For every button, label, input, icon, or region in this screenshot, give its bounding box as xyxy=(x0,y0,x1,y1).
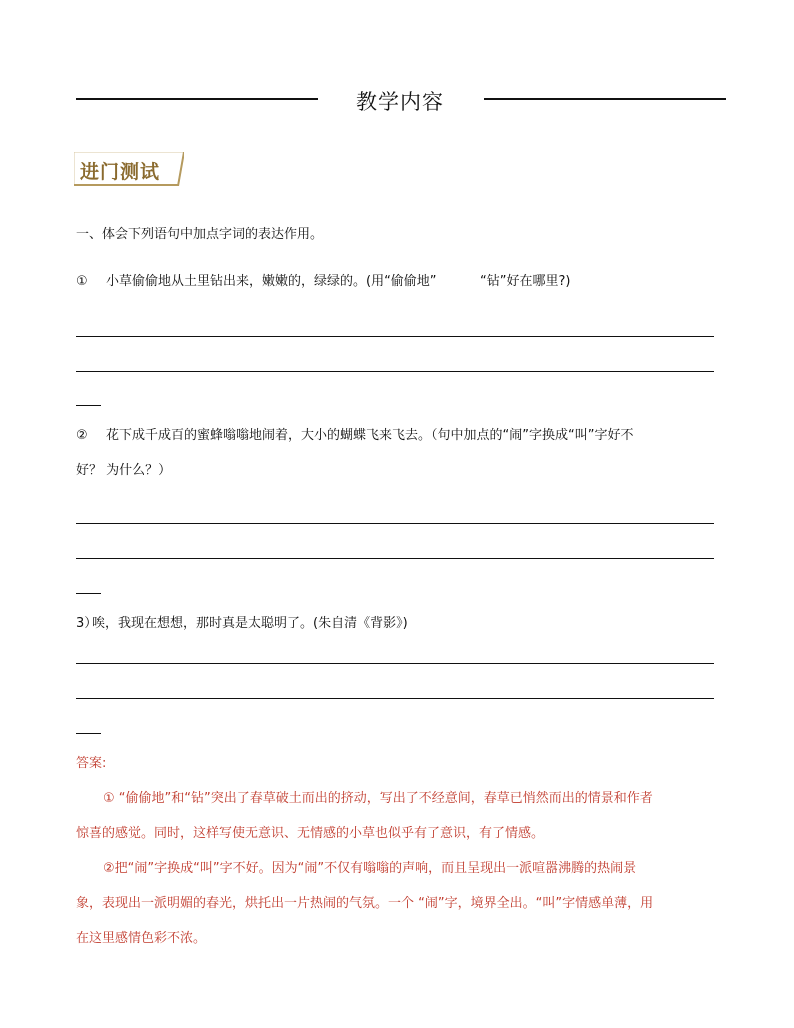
q1-answer-line-short xyxy=(76,405,101,406)
answer-1-line-1: ① “偷偷地”和“钻”突出了春草破土而出的挤动，写出了不经意间，春草已悄然而出的情景和作者 xyxy=(103,791,653,806)
q1-answer-line-2 xyxy=(76,371,714,372)
q1-text: 小草偷偷地从土里钻出来，嫩嫩的，绿绿的。(用“偷偷地” xyxy=(106,274,437,289)
q2-answer-line-2 xyxy=(76,558,714,559)
answer-2-line-3: 在这里感情色彩不浓。 xyxy=(76,931,207,946)
q2-text-line-1: 花下成千成百的蜜蜂嗡嗡地闹着，大小的蝴蝶飞来飞去。（句中加点的“闹”字换成“叫”字好不 xyxy=(106,428,634,443)
q3-answer-line-short xyxy=(76,733,101,734)
answer-1-line-2: 惊喜的感觉。同时，这样写使无意识、无情感的小草也似乎有了意识，有了情感。 xyxy=(76,826,545,841)
q3-text: 唉，我现在想想，那时真是太聪明了。(朱自清《背影》) xyxy=(92,616,408,631)
page-title: 教学内容 xyxy=(356,90,444,114)
answer-label: 答案: xyxy=(76,756,107,771)
q2-answer-line-1 xyxy=(76,523,714,524)
answer-2-line-1: ②把“闹”字换成“叫”字不好。因为“闹”不仅有嗡嗡的声响，而且呈现出一派喧嚣沸腾的热闹景 xyxy=(103,861,637,876)
q1-number: ① xyxy=(76,274,88,289)
section-badge-label: 进门测试 xyxy=(80,161,161,183)
q2-answer-line-short xyxy=(76,593,101,594)
q2-number: ② xyxy=(76,428,88,443)
q2-text-line-2: 好？ 为什么？） xyxy=(76,463,172,478)
q1-answer-line-1 xyxy=(76,336,714,337)
title-rule-right xyxy=(484,98,726,100)
answer-2-line-2: 象，表现出一派明媚的春光，烘托出一片热闹的气氛。一个 “闹”字，境界全出。“叫”字情感单薄，用 xyxy=(76,896,654,911)
q3-number: 3） xyxy=(76,616,98,631)
q1-text-tail: “钻”好在哪里?) xyxy=(480,274,571,289)
q3-answer-line-1 xyxy=(76,663,714,664)
title-rule-left xyxy=(76,98,318,100)
q3-answer-line-2 xyxy=(76,698,714,699)
question-intro: 一、体会下列语句中加点字词的表达作用。 xyxy=(76,227,324,242)
